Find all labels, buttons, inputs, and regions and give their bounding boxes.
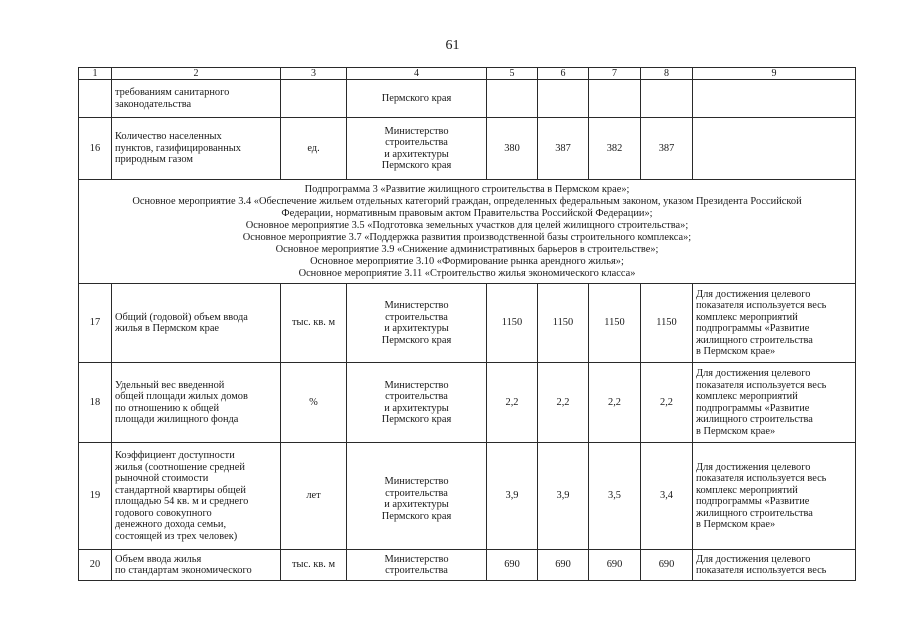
row-number: 19 — [79, 443, 112, 550]
value-col7: 1150 — [589, 284, 641, 363]
value-col7: 3,5 — [589, 443, 641, 550]
value-col7 — [589, 80, 641, 118]
note — [693, 118, 856, 180]
indicator-name: Объем ввода жилья по стандартам экономического — [112, 550, 281, 581]
executor: Министерство строительства — [347, 550, 487, 581]
table-row-continuation — [79, 80, 856, 118]
value-col8: 3,4 — [641, 443, 693, 550]
unit: тыс. кв. м — [281, 284, 347, 363]
value-col5: 3,9 — [487, 443, 538, 550]
row-number: 17 — [79, 284, 112, 363]
column-header: 7 — [589, 68, 641, 80]
value-col5: 1150 — [487, 284, 538, 363]
value-col5: 690 — [487, 550, 538, 581]
indicator-name: Коэффициент доступности жилья (соотношение средней рыночной стоимости стандартной квартиры общей площадью 54 кв. м и среднего годового совокупного денежного дохода семьи, состоящей из трех человек) — [112, 443, 281, 550]
value-col8: 1150 — [641, 284, 693, 363]
column-header: 3 — [281, 68, 347, 80]
executor: Министерство строительства и архитектуры Пермского края — [347, 443, 487, 550]
unit: лет — [281, 443, 347, 550]
unit: тыс. кв. м — [281, 550, 347, 581]
note: Для достижения целевого показателя используется весь комплекс мероприятий подпрограммы «Развитие жилищного строительства в Пермском крае» — [693, 363, 856, 443]
section-line: Основное мероприятие 3.4 «Обеспечение жильем отдельных категорий граждан, определенных федеральным законом, указом Президента Российской — [132, 195, 802, 207]
page-number: 61 — [445, 38, 460, 53]
section-line: Основное мероприятие 3.9 «Снижение административных барьеров в строительстве»; — [275, 243, 659, 255]
indicator-name: Удельный вес введенной общей площади жилых домов по отношению к общей площади жилищного фонда — [112, 363, 281, 443]
section-row — [79, 180, 856, 284]
note — [693, 80, 856, 118]
value-col8 — [641, 80, 693, 118]
section-line: Основное мероприятие 3.11 «Строительство жилья экономического класса» — [298, 267, 636, 279]
value-col7: 690 — [589, 550, 641, 581]
column-header: 1 — [79, 68, 112, 80]
column-header: 2 — [112, 68, 281, 80]
unit: % — [281, 363, 347, 443]
note: Для достижения целевого показателя используется весь — [693, 550, 856, 581]
row-number: 20 — [79, 550, 112, 581]
row-number: 18 — [79, 363, 112, 443]
row-number — [79, 80, 112, 118]
value-col8: 2,2 — [641, 363, 693, 443]
table-row-16 — [79, 118, 856, 180]
value-col6: 2,2 — [538, 363, 589, 443]
column-header: 9 — [693, 68, 856, 80]
column-header-row — [79, 68, 856, 80]
section-line: Основное мероприятие 3.5 «Подготовка земельных участков для целей жилищного строительства»; — [245, 219, 689, 231]
indicator-name: Общий (годовой) объем ввода жилья в Пермском крае — [112, 284, 281, 363]
value-col5 — [487, 80, 538, 118]
unit — [281, 80, 347, 118]
executor: Министерство строительства и архитектуры Пермского края — [347, 118, 487, 180]
value-col6 — [538, 80, 589, 118]
executor: Пермского края — [347, 80, 487, 118]
table-row-17 — [79, 284, 856, 363]
value-col6: 690 — [538, 550, 589, 581]
table-row-20 — [79, 550, 856, 581]
indicator-name: Количество населенных пунктов, газифицированных природным газом — [112, 118, 281, 180]
column-header: 8 — [641, 68, 693, 80]
value-col5: 2,2 — [487, 363, 538, 443]
executor: Министерство строительства и архитектуры Пермского края — [347, 284, 487, 363]
value-col6: 387 — [538, 118, 589, 180]
value-col8: 387 — [641, 118, 693, 180]
section-heading — [79, 180, 856, 284]
table-row-18 — [79, 363, 856, 443]
column-header: 4 — [347, 68, 487, 80]
value-col6: 3,9 — [538, 443, 589, 550]
value-col5: 380 — [487, 118, 538, 180]
executor: Министерство строительства и архитектуры Пермского края — [347, 363, 487, 443]
row-number: 16 — [79, 118, 112, 180]
section-line: Подпрограмма 3 «Развитие жилищного строительства в Пермском крае»; — [304, 183, 630, 195]
value-col7: 2,2 — [589, 363, 641, 443]
unit: ед. — [281, 118, 347, 180]
section-line: Основное мероприятие 3.7 «Поддержка развития производственной базы строительного комплекса»; — [242, 231, 692, 243]
value-col8: 690 — [641, 550, 693, 581]
value-col7: 382 — [589, 118, 641, 180]
note: Для достижения целевого показателя используется весь комплекс мероприятий подпрограммы «Развитие жилищного строительства в Пермском крае» — [693, 443, 856, 550]
table-row-19 — [79, 443, 856, 550]
column-header: 5 — [487, 68, 538, 80]
section-line: Основное мероприятие 3.10 «Формирование рынка арендного жилья»; — [310, 255, 624, 267]
indicator-name: требованиям санитарного законодательства — [112, 80, 281, 118]
note: Для достижения целевого показателя используется весь комплекс мероприятий подпрограммы «Развитие жилищного строительства в Пермском крае» — [693, 284, 856, 363]
column-header: 6 — [538, 68, 589, 80]
value-col6: 1150 — [538, 284, 589, 363]
indicators-table — [78, 67, 856, 581]
section-line: Федерации, нормативным правовым актом Правительства Российской Федерации»; — [281, 207, 653, 219]
